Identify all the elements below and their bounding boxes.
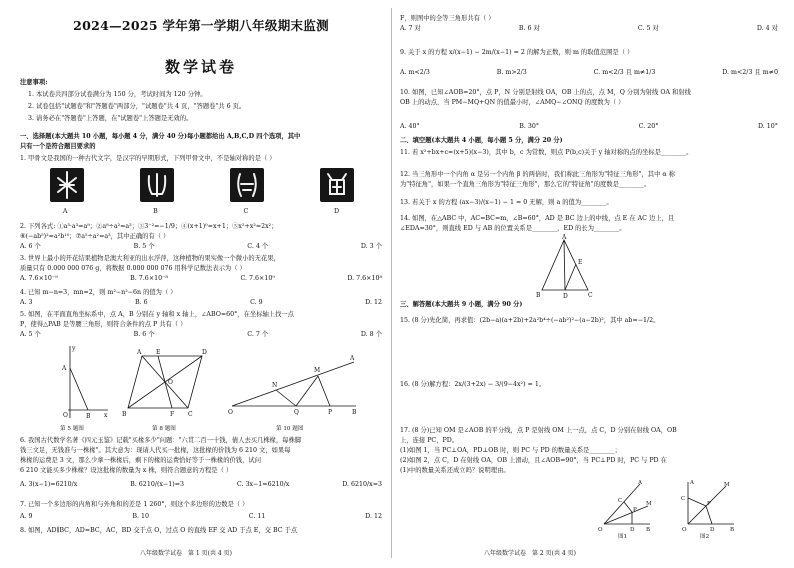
- q7-option-a: A. 9: [20, 513, 33, 520]
- question-15: 15. (8 分)先化简，再求值：(2b−a)(a+2b)+2a²b⁴÷(−ab²)²−(a−2b)²，其中 ab=−1/2。: [400, 317, 660, 324]
- q10-option-a: A. 40°: [400, 123, 420, 130]
- footer-left: 八年级数学试卷 第 1 页(共 4 页): [140, 550, 232, 557]
- q10-label-q: Q: [294, 409, 299, 416]
- q10-label-a: A: [350, 355, 355, 362]
- oracle-glyph-d: [320, 168, 354, 202]
- q2-option-a: A. 6 个: [20, 243, 41, 250]
- oracle-glyph-a: [50, 168, 84, 202]
- question-17-line-5: (1)中的数量关系还成立吗？说明理由。: [400, 467, 510, 474]
- footer-right: 八年级数学试卷 第 2 页(共 4 页): [484, 550, 576, 557]
- page-divider: [391, 8, 392, 558]
- q14-label-d: D: [563, 293, 568, 300]
- q3-option-b: B. 7.6×10⁻⁸: [130, 275, 168, 282]
- q8-label-c: C: [188, 411, 193, 418]
- q1-label-b: B: [153, 208, 158, 215]
- caption-fig-10: 第 10 题图: [276, 426, 304, 432]
- question-12-line-2: 为"特征角"，如果一个直角三角形为"特征三角形"，那么它的"特征角"的度数是________。: [400, 181, 651, 188]
- q17b-label-a: A: [690, 480, 694, 486]
- q1-option-labels: [20, 208, 382, 215]
- question-4: 4. 已知 m−n=3，mn=2，则 m²−n²−6n 的值为（ ）: [20, 289, 177, 296]
- q17a-label-a: A: [638, 480, 642, 486]
- q10-label-o: O: [228, 409, 233, 416]
- q17b-label-d: D: [710, 527, 715, 533]
- q8-label-f: F: [170, 411, 175, 418]
- question-6-line-1: 6. 我国古代数学名著《四元玉鉴》记载"买椽多少"问题："六贯二百一十钱，倩人去买几株椽，每株脚: [20, 437, 302, 444]
- q8-option-a: A. 7 对: [400, 25, 421, 32]
- question-8-tail: F，则图中的全等三角形共有（ ）: [400, 15, 495, 22]
- q2-option-d: D. 3 个: [360, 243, 382, 250]
- q4-option-b: B. 6: [135, 299, 148, 306]
- q3-option-d: D. 7.6×10⁸: [347, 275, 382, 282]
- question-14-line-2: ∠EDA=30°，则直线 ED 与 AB 的位置关系是________，ED 的长为________。: [400, 225, 626, 232]
- q1-label-c: C: [243, 208, 249, 215]
- q3-option-c: C. 7.6×10⁹: [240, 275, 275, 282]
- oracle-glyph-c: [230, 168, 264, 202]
- question-11: 11. 若 x²+bx+c=(x+5)(x−3)，其中 b，c 为常数，则点 P(b,c)关于 y 轴对称的点的坐标是________。: [400, 149, 693, 156]
- q17a-label-o: O: [598, 527, 603, 533]
- q14-label-a: A: [562, 234, 567, 241]
- question-5-options: [20, 330, 382, 339]
- q5-label-o: O: [63, 412, 68, 419]
- q9-option-a: A. m<2/3: [400, 69, 430, 76]
- exam-subtitle: 数学试卷: [164, 58, 237, 76]
- q17b-label-p: P: [707, 501, 711, 507]
- q17a-label-p: P: [633, 507, 637, 513]
- q17a-label-c: C: [618, 498, 623, 504]
- question-17-line-1: 17. (8 分)已知 OM 是∠AOB 的平分线，点 P 是射线 OM 上一点，点 C，D 分别在射线 OA，OB: [400, 427, 677, 434]
- caption-fig17-1: 图1: [618, 534, 628, 540]
- question-4-options: [20, 298, 382, 307]
- q6-option-b: B. 6210/(x−1)=3: [130, 481, 184, 488]
- q7-option-c: C. 11: [248, 513, 266, 520]
- notice-3: 3. 请务必在"答题卷"上答题，在"试题卷"上答题是无效的。: [28, 115, 193, 122]
- q17b-label-m: M: [724, 482, 730, 488]
- q10-label-b: B: [352, 409, 357, 416]
- section-3-header: 三、解答题(本大题共 9 小题，满分 90 分): [400, 301, 523, 308]
- q8-label-d: D: [202, 349, 207, 356]
- oracle-glyph-b: [140, 168, 174, 202]
- q14-label-b: B: [536, 292, 541, 299]
- question-10-options: [400, 122, 778, 131]
- q4-option-a: A. 3: [20, 299, 33, 306]
- q5-label-a: A: [62, 365, 67, 372]
- q17b-label-b: B: [730, 527, 735, 533]
- figure-q10: [226, 350, 358, 418]
- figure-q8: [118, 346, 214, 418]
- q17b-label-c: C: [681, 496, 686, 502]
- figure-q17-1: [596, 478, 652, 534]
- question-6-line-3: 株椽的运费是 3 文，那么少拿一株椽后，剩下的椽的运费恰好等于一株椽的价钱，试问: [20, 457, 261, 464]
- caption-fig17-2: 图2: [700, 534, 710, 540]
- q17b-label-o: O: [682, 527, 687, 533]
- figure-q17-2: [680, 478, 736, 534]
- q3-option-a: A. 7.6×10⁻⁹: [20, 275, 58, 282]
- question-7: 7. 已知一个多边形的内角和与外角和的差是 1 260°，则这个多边形的边数是（ ）: [20, 501, 249, 508]
- q2-option-c: C. 4 个: [247, 243, 269, 250]
- question-9: 9. 关于 x 的方程 x/(x−1) − 2m/(x−1) = 2 的解为正数，则 m 的取值范围是（ ）: [400, 49, 634, 56]
- q10-label-p: P: [328, 409, 333, 416]
- q6-option-a: A. 3(x−1)=6210/x: [20, 481, 78, 488]
- q10-option-b: B. 30°: [519, 123, 540, 130]
- q9-option-d: D. m<2/3 且 m≠0: [722, 69, 778, 76]
- question-10-line-2: OB 上的动点，当 PM−MQ+QN 的值最小时，∠AMQ−∠ONQ 的度数为（ ）: [400, 99, 625, 106]
- page-left: [20, 0, 382, 568]
- figure-q14: [536, 234, 600, 300]
- question-3-line-1: 3. 世界上最小的开花结果植物是澳大利亚的出水浮萍，这种植物的果实像一个微小的无花果，: [20, 255, 280, 262]
- q10-option-d: D. 10°: [757, 123, 778, 130]
- section-1-line-1: 一、选择题(本大题共 10 小题，每小题 4 分，满分 40 分)每小题都给出 A,B,C,D 四个选项，其中: [20, 133, 301, 140]
- q8-option-c: C. 5 对: [637, 25, 659, 32]
- q17a-label-d: D: [630, 527, 635, 533]
- q14-label-c: C: [588, 292, 593, 299]
- q7-option-d: D. 12: [365, 513, 382, 520]
- notice-2: 2. 试卷包括"试题卷"和"答题卷"两部分，"试题卷"共 4 页，"答题卷"共 6 页。: [28, 103, 246, 110]
- exam-title: 2024—2025 学年第一学期八年级期末监测: [73, 18, 329, 33]
- section-2-header: 二、填空题(本大题共 4 小题，每小题 5 分，满分 20 分): [400, 137, 563, 144]
- section-1-line-2: 只有一个是符合题目要求的: [20, 143, 96, 150]
- question-7-options: [20, 512, 382, 521]
- question-13: 13. 若关于 x 的方程 (ax−3)/(x−1) − 1 = 0 无解，则 a 的值为________。: [400, 199, 613, 206]
- question-17-line-3: (1)如图 1，当 PC⊥OA，PD⊥OB 时，则 PC 与 PD 的数量关系是________；: [400, 447, 621, 454]
- q2-option-b: B. 5 个: [133, 243, 155, 250]
- question-17-line-2: 上，连接 PC，PD。: [400, 437, 459, 444]
- q17a-label-b: B: [646, 527, 651, 533]
- q1-label-a: A: [62, 208, 68, 215]
- question-5-line-2: P，使得△PAB 是等腰三角形，则符合条件的点 P 共有（ ）: [20, 321, 187, 328]
- question-8-options: [400, 24, 778, 33]
- q8-option-b: B. 6 对: [518, 25, 540, 32]
- q10-label-n: N: [272, 382, 278, 389]
- question-6-line-4: 6 210 文能买多少株椽？设这批椽的数量为 x 株，则符合题意的方程是（ ）: [20, 467, 233, 474]
- question-17-line-4: (2)如图 2，点 C，D 在射线 OA，OB 上滑动，且∠AOB=90°，当 PC⊥PD 时，PC 与 PD 在: [400, 457, 667, 464]
- q10-label-m: M: [314, 367, 321, 374]
- caption-fig-5: 第 5 题图: [60, 426, 84, 432]
- q9-option-c: C. m<2/3 且 m≠1/3: [593, 69, 656, 76]
- question-3-options: [20, 274, 382, 283]
- question-1: 1. 甲骨文是我国的一种古代文字，是汉字的早期形式，下列甲骨文中，不是轴对称的是（ ）: [20, 155, 276, 162]
- q4-option-c: C. 9: [250, 299, 263, 306]
- q5-option-d: D. 8 个: [360, 331, 382, 338]
- question-3-line-2: 质量只有 0.000 000 076 g，将数据 0.000 000 076 用科学记数法表示为（ ）: [20, 265, 246, 272]
- question-10-line-1: 10. 如图，已知∠AOB=20°，点 P，N 分别是射线 OA，OB 上的点，点 M，Q 分别为射线 OA 和射线: [400, 89, 691, 96]
- q5-option-a: A. 5 个: [20, 331, 41, 338]
- question-16: 16. (8 分)解方程：2x/(3+2x) − 3/(9−4x²) = 1。: [400, 381, 546, 388]
- question-2-options: [20, 242, 382, 251]
- q8-label-a: A: [137, 349, 142, 356]
- q8-option-d: D. 4 对: [756, 25, 778, 32]
- question-6-options: [20, 480, 382, 489]
- question-14-line-1: 14. 如图，在△ABC 中，AC=BC=m，∠B=60°，AD 是 BC 边上的中线，点 E 在 AC 边上，且: [400, 215, 675, 222]
- figure-q5: [50, 340, 110, 422]
- q5-label-y: y: [72, 345, 76, 352]
- question-2-line-2: ⑥(−ab⁵)²=a²b¹⁰；⑦a⁵÷a²=a³，其中正确的有（ ）: [20, 233, 170, 240]
- q7-option-b: B. 10: [132, 513, 149, 520]
- question-9-options: [400, 68, 778, 77]
- caption-fig-8: 第 8 题图: [152, 426, 176, 432]
- q5-option-c: C. 7 个: [247, 331, 269, 338]
- q1-figures: [22, 168, 382, 202]
- q4-option-d: D. 12: [365, 299, 382, 306]
- q5-label-x: x: [104, 412, 108, 419]
- page-right: [400, 0, 778, 568]
- question-8: 8. 如图，AD∥BC，AD=BC，AC，BD 交于点 O，过点 O 的直线 EF 交 AD 于点 E，交 BC 于点: [20, 527, 298, 534]
- notice-header: 注意事项:: [20, 79, 48, 86]
- q8-label-o: O: [168, 379, 173, 386]
- q5-option-b: B. 6 个: [133, 331, 155, 338]
- question-12-line-1: 12. 当三角形中一个内角 α 是另一个内角 β 的两倍时，我们称此三角形为"特征三角形"，其中 α 称: [400, 171, 675, 178]
- q10-option-c: C. 20°: [638, 123, 659, 130]
- question-6-line-2: 钱三文足，无钱准与一株椽"。其大意为：现请人代买一批椽，这批椽的价钱为 6 210 文，如果每: [20, 447, 291, 454]
- q9-option-b: B. m>2/3: [496, 69, 527, 76]
- q8-label-b: B: [122, 411, 127, 418]
- question-2-line-1: 2. 下列各式: ①a³·a³=a⁹；②a⁸÷a²=a³；③3⁻²=−1/9；④(x+1)⁰=x+1；⑤x²+x²=2x²；: [20, 223, 278, 230]
- notice-1: 1. 本试卷共四部分试卷满分为 150 分，考试时间为 120 分钟。: [28, 91, 207, 98]
- q17a-label-m: M: [646, 501, 652, 507]
- q6-option-d: D. 6210/x=3: [342, 481, 382, 488]
- q8-label-e: E: [156, 349, 161, 356]
- q14-label-e: E: [578, 259, 583, 266]
- q6-option-c: C. 3x−1=6210/x: [236, 481, 290, 488]
- question-5-line-1: 5. 如图，在平面直角坐标系中，点 A，B 分别在 y 轴和 x 轴上，∠ABO=60°，在坐标轴上找一点: [20, 311, 294, 318]
- q1-label-d: D: [334, 208, 340, 215]
- q5-label-b: B: [86, 413, 91, 420]
